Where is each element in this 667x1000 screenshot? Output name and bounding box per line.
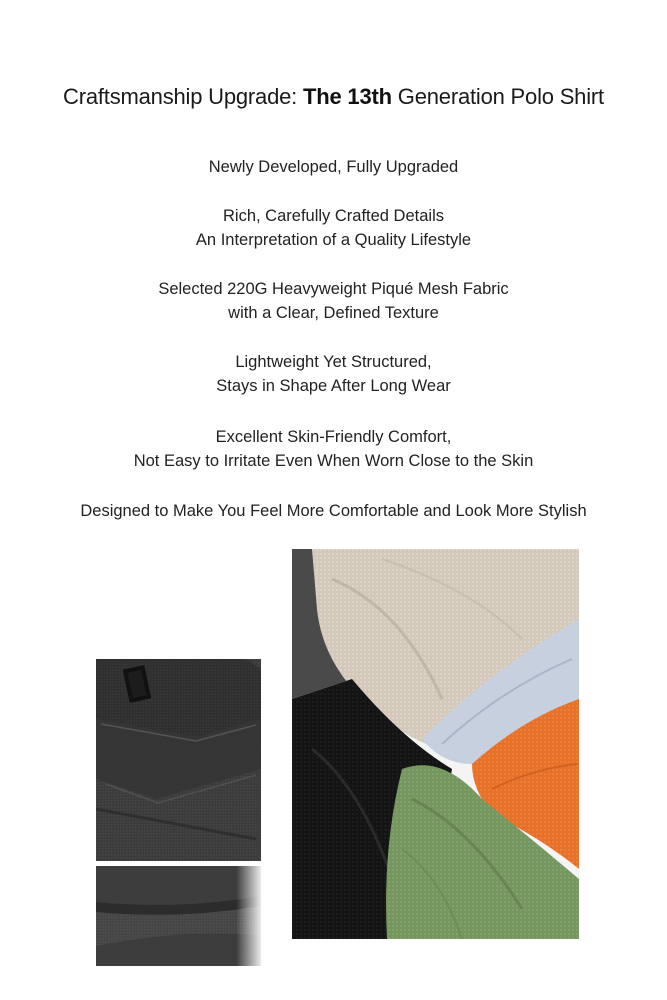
feature-line: Excellent Skin-Friendly Comfort, [215, 428, 452, 446]
collar-detail-image [96, 659, 261, 861]
feature-line: Not Easy to Irritate Even When Worn Close to the Skin [133, 452, 534, 470]
dark-grey-hem-fabric-icon [96, 866, 261, 966]
feature-line: An Interpretation of a Quality Lifestyle [195, 231, 472, 249]
feature-paragraph-4 [0, 350, 667, 398]
title-highlight: The 13th [303, 84, 392, 109]
feature-paragraph-3 [0, 277, 667, 325]
feature-line: Selected 220G Heavyweight Piqué Mesh Fabric [158, 280, 509, 298]
feature-paragraph-5 [0, 425, 667, 473]
feature-paragraph-1 [0, 155, 667, 179]
feature-line: Rich, Carefully Crafted Details [223, 207, 444, 225]
folded-fabric-colors-icon [292, 549, 579, 939]
feature-line: with a Clear, Defined Texture [228, 304, 439, 322]
fabric-pile-image [292, 549, 579, 939]
feature-line: Stays in Shape After Long Wear [216, 377, 451, 395]
feature-paragraph-6 [0, 499, 667, 523]
dark-grey-collar-fabric-icon [96, 659, 261, 861]
page-title [0, 84, 667, 110]
feature-paragraph-2 [0, 204, 667, 252]
feature-line: Lightweight Yet Structured, [235, 353, 432, 371]
feature-line: Designed to Make You Feel More Comfortable and Look More Stylish [80, 502, 587, 520]
title-suffix: Generation Polo Shirt [397, 84, 604, 109]
title-prefix: Craftsmanship Upgrade: [63, 84, 298, 109]
feature-line: Newly Developed, Fully Upgraded [208, 158, 459, 176]
hem-detail-image [96, 866, 261, 966]
